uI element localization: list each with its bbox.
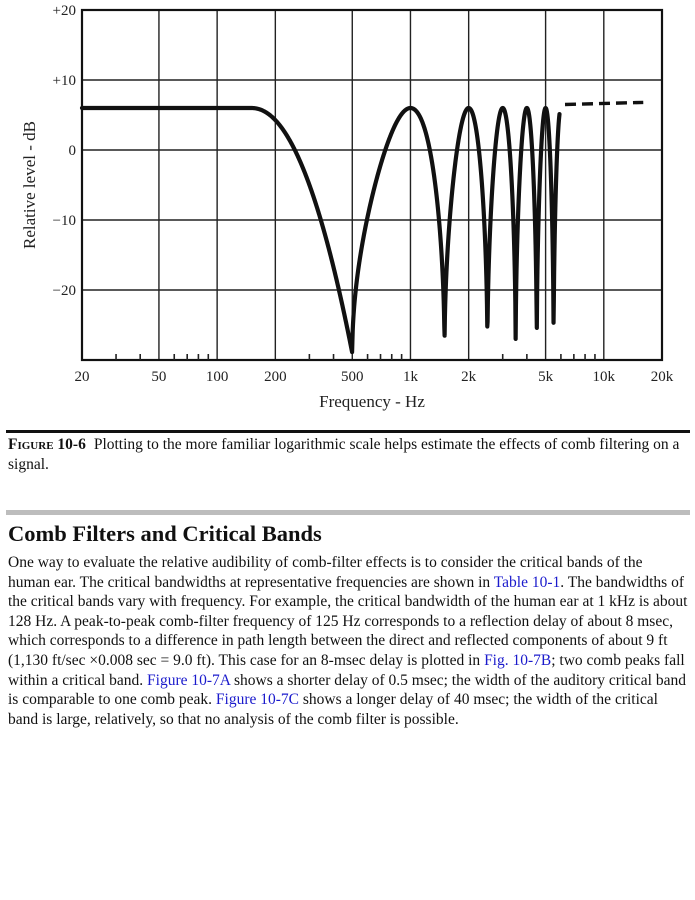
x-tick-label: 10k	[592, 369, 616, 385]
body-text-1: One way to evaluate the relative audibility of comb-filter effects is to consider the critical bands of the human ear. The critical bandwidths at representative frequencies are shown in	[8, 554, 643, 591]
caption-text: Plotting to the more familiar logarithmic scale helps estimate the effects of comb filtering on a signal.	[8, 436, 680, 473]
caption-label: Figure 10-6	[8, 436, 86, 453]
section-rule	[6, 510, 690, 515]
x-tick-label: 5k	[538, 369, 554, 385]
x-tick-label: 200	[264, 369, 287, 385]
x-tick-label: 500	[341, 369, 364, 385]
y-tick-label: 0	[68, 143, 76, 159]
x-tick-label: 20k	[650, 369, 674, 385]
body-text-2: . The bandwidths of the critical bands vary with frequency. For example, the critical bandwidth of the human ear at 1 kHz is about 128 Hz. A peak-to-peak comb-filter frequency of 125 Hz corresponds to a reflection delay of about 8 msec, which corresponds to a difference in path length between the direct and reflected components of about 9 ft (1,130 ft/sec ×0.008 sec = 9.0 ft). This case for an 8-msec delay is plotted in	[8, 573, 688, 669]
extrapolated-curve	[565, 102, 643, 104]
tick-labels	[53, 3, 674, 385]
y-axis-title: Relative level - dB	[20, 121, 39, 249]
y-tick-label: −10	[52, 213, 76, 229]
curves	[82, 102, 643, 352]
y-tick-label: −20	[52, 283, 76, 299]
body-paragraph	[8, 553, 688, 729]
plot-frame	[82, 10, 662, 360]
x-axis-title: Frequency - Hz	[319, 392, 425, 411]
fig-10-7c-link[interactable]: Figure 10-7C	[215, 691, 299, 709]
figure-caption	[8, 435, 688, 475]
comb-filter-chart	[0, 0, 695, 420]
x-tick-label: 1k	[402, 369, 418, 385]
y-tick-label: +10	[52, 73, 76, 89]
x-tick-label: 20	[74, 369, 90, 385]
grid	[82, 10, 662, 360]
body-text-4: shows a shorter delay of 0.5 msec; the width of the auditory critical band is comparable to one comb peak.	[8, 671, 686, 709]
table-10-1-link[interactable]: Table 10-1	[493, 573, 561, 591]
x-tick-label: 100	[205, 369, 229, 385]
caption-rule	[6, 430, 690, 433]
body-text-5: shows a longer delay of 40 msec; the width of the critical band is large, relatively, so that no analysis of the comb filter is possible.	[8, 691, 658, 728]
fig-10-7a-link[interactable]: Figure 10-7A	[147, 671, 231, 689]
section-heading: Comb Filters and Critical Bands	[8, 521, 322, 546]
y-tick-label: +20	[52, 3, 76, 19]
body-text-3: ; two comb peaks fall within a critical band.	[8, 651, 685, 689]
x-tick-label: 2k	[461, 369, 477, 385]
fig-10-7b-link[interactable]: Fig. 10-7B	[484, 651, 552, 669]
x-tick-label: 50	[151, 369, 167, 385]
response-curve	[82, 108, 560, 352]
